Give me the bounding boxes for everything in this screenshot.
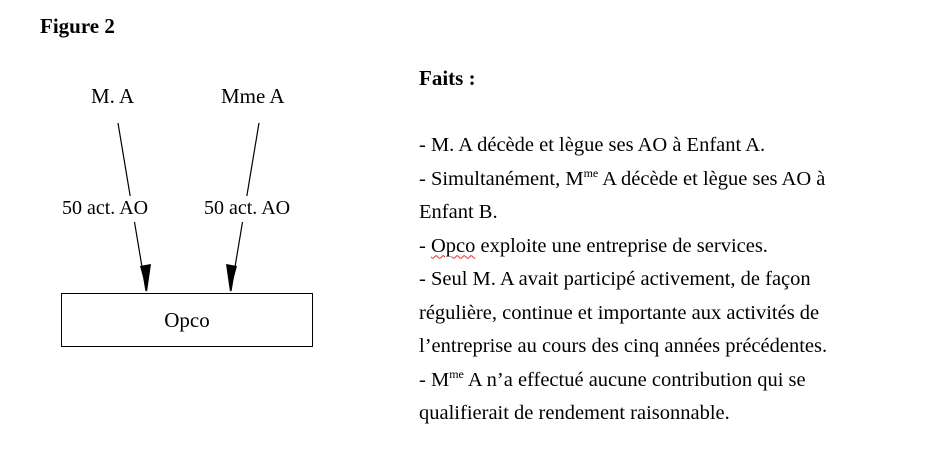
company-box-opco [61,293,313,347]
figure-title: Figure 2 [40,14,115,38]
fact-line: régulière, continue et importante aux activités de [419,301,820,324]
edge-label-m-a-shares: 50 act. AO [62,197,149,219]
fact-line: - Opco exploite une entreprise de services. [419,234,768,257]
facts-heading: Faits : [419,66,476,90]
spellcheck-underlined-word: Opco [430,234,476,257]
fact-line: - Seul M. A avait participé activement, de façon [419,268,811,290]
fact-line: - Simultanément, $M^{me}$ A décède et lègue ses AO à [419,165,826,190]
fact-line: Enfant B. [419,201,498,223]
fact-line: - $M^{me}$ A n’a effectué aucune contribution qui se [419,366,806,391]
company-name: Opco [164,307,210,332]
fact-line: qualifierait de rendement raisonnable. [419,402,730,424]
fact-line: l’entreprise au cours des cinq années précédentes. [419,335,828,357]
shareholder-mme-a: Mme A [221,84,285,108]
edge-label-mme-a-shares: 50 act. AO [204,197,291,219]
facts-list [419,129,929,426]
fact-line: - M. A décède et lègue ses AO à Enfant A. [419,134,766,156]
shareholder-m-a: M. A [91,84,135,108]
